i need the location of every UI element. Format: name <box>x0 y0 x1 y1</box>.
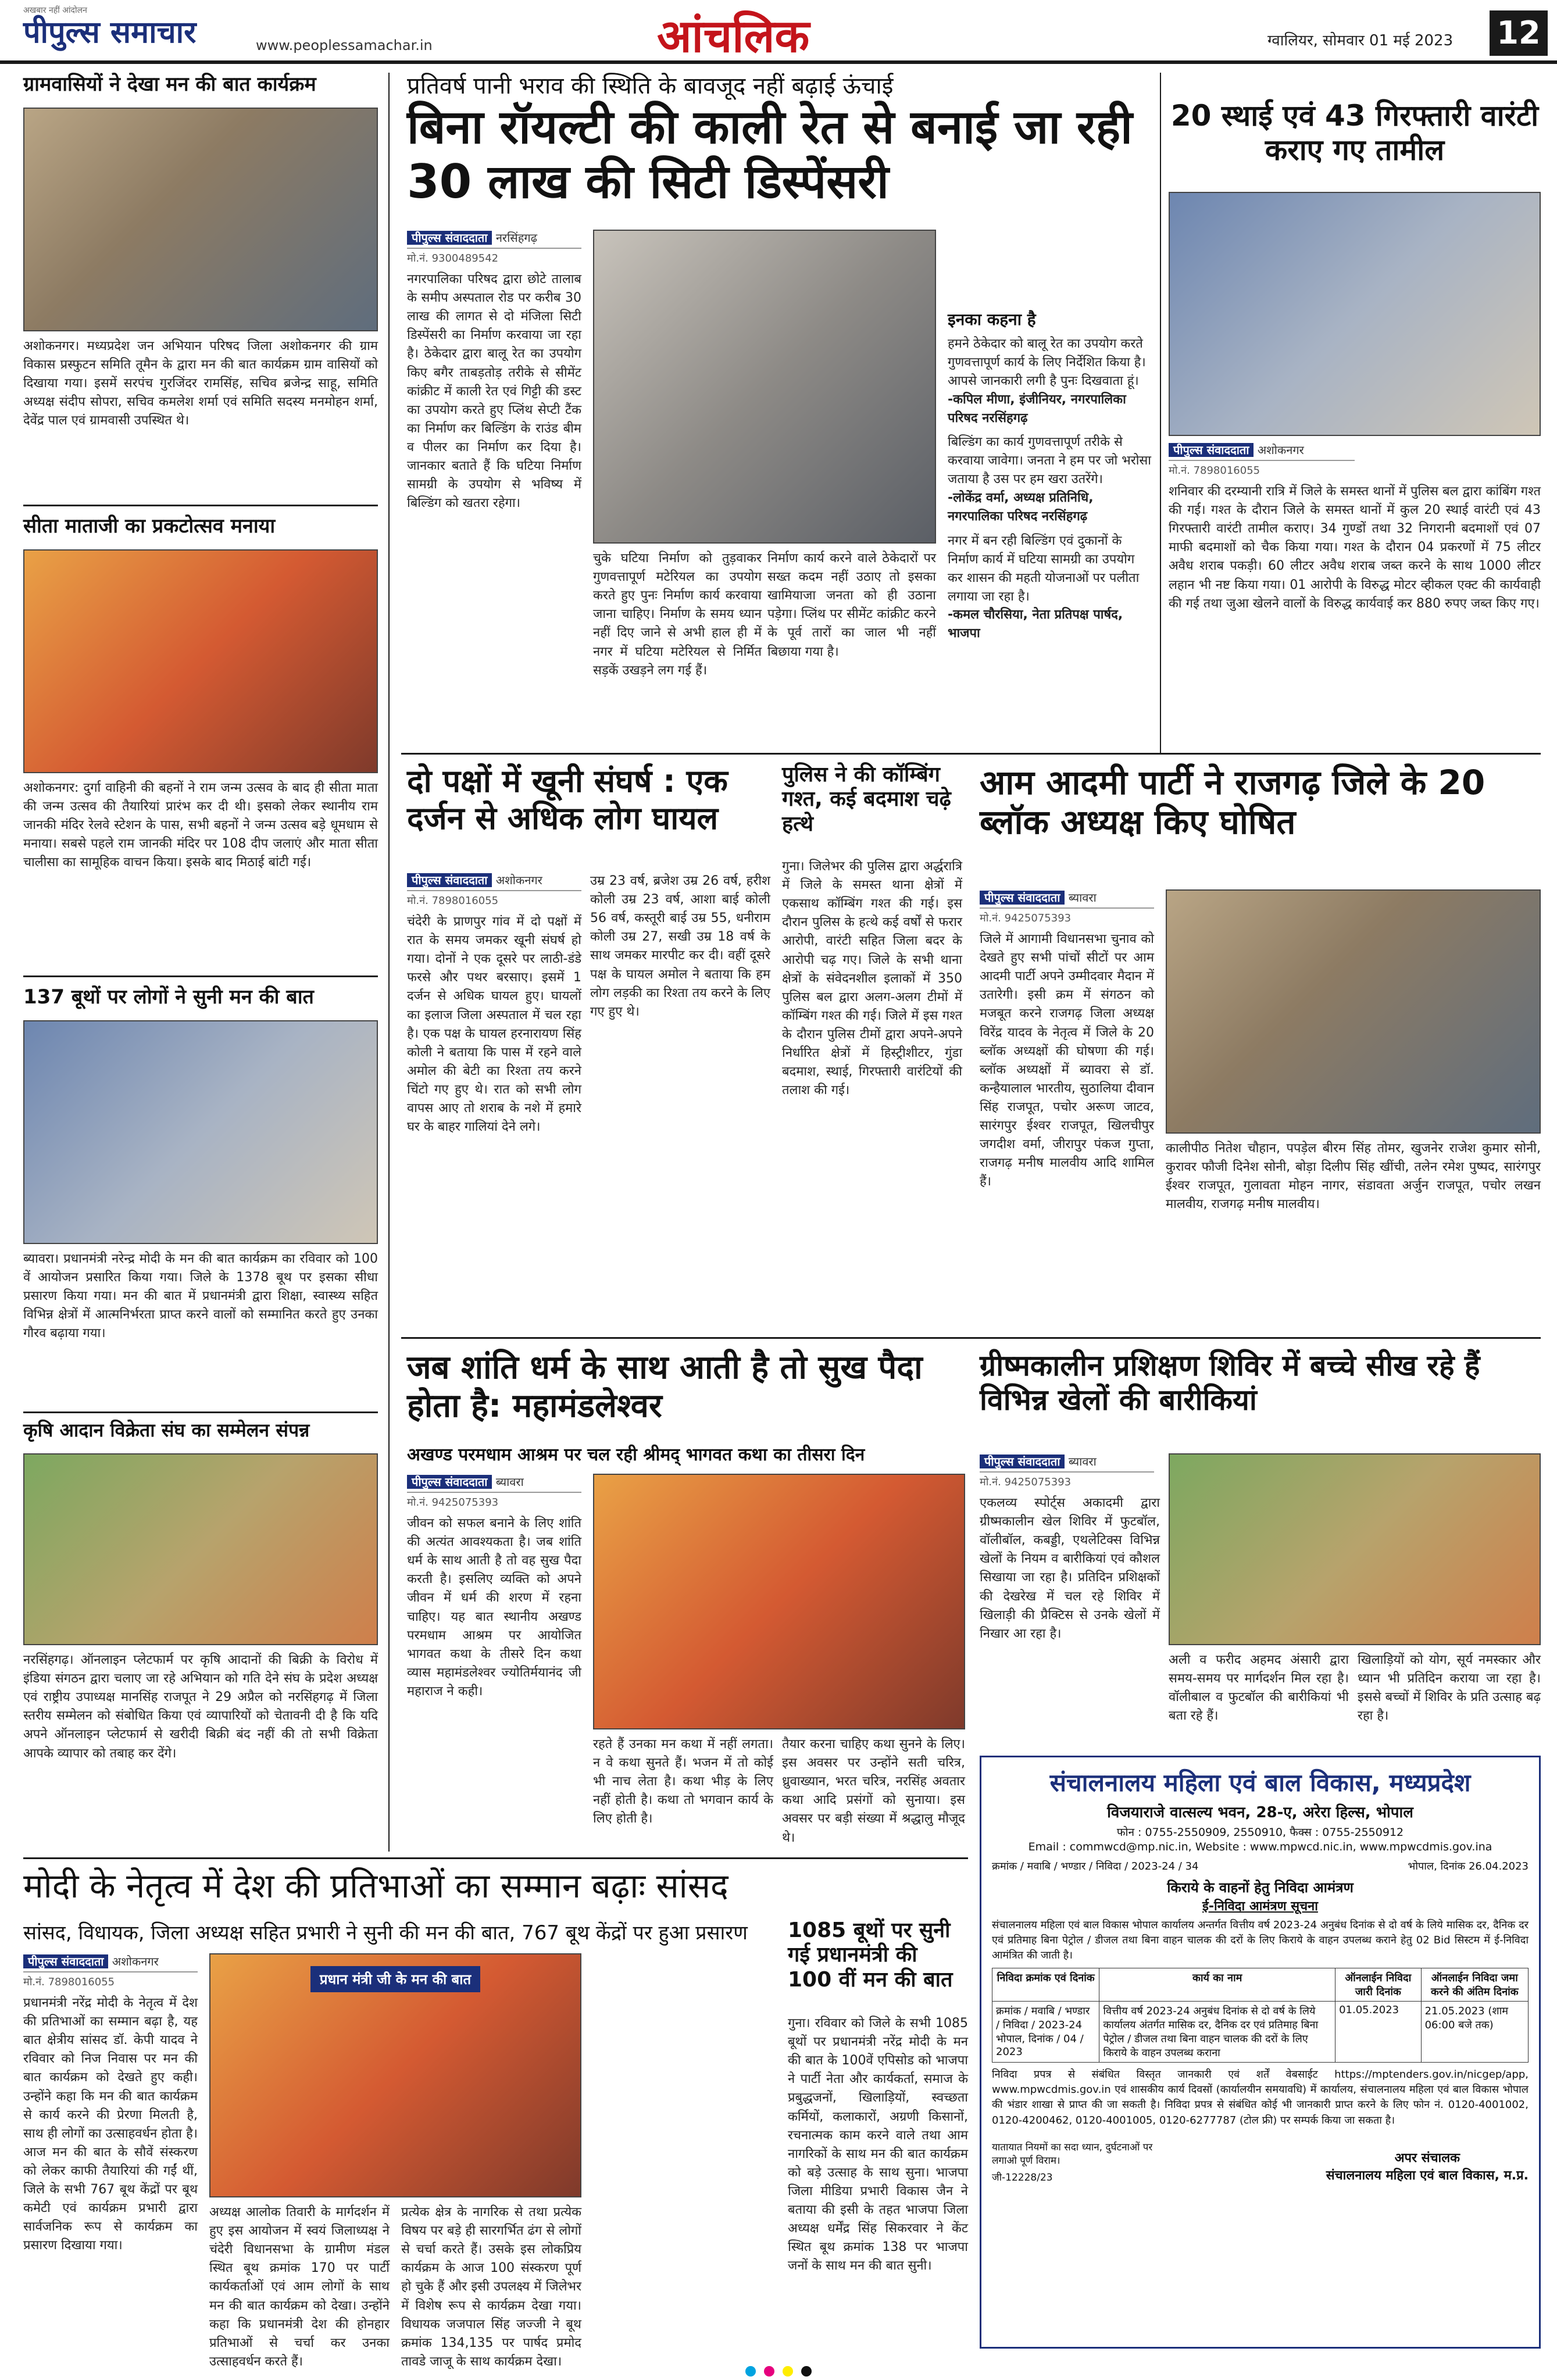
headline: आम आदमी पार्टी ने राजगढ़ जिले के 20 ब्लॉक अध्यक्ष किए घोषित <box>980 763 1485 842</box>
photo-krishi-sammelan <box>23 1453 378 1645</box>
cell: वित्तीय वर्ष 2023-24 अनुबंध दिनांक से दो वर्ष के लिये कार्यालय अंतर्गत मासिक दर, दैनिक दर एवं प्रतिमाह बिना पेट्रोल / डीजल तथा बिना वाहन चालक की दरों के लिए किराये के वाहन उपलब्ध कराना <box>1099 2002 1335 2063</box>
article-text-continued-2: प्रत्येक क्षेत्र के नागरिक से तथा प्रत्येक विषय पर बड़े ही सारगर्भित ढंग से लोगों से चर्चा करते हैं। उसके इस लोकप्रिय कार्यक्रम के आज 100 संस्करण पूर्ण हो चुके हैं और इसी उपलक्ष्य में जिलेभर में विशेष रूप से कार्यक्रम देखा गया। विधायक जजपाल सिंह जज्जी ने बूथ क्रमांक 134,135 पर पार्षद प्रमोद तावडे जाजू के साथ कार्यक्रम देखा। <box>401 2205 581 2369</box>
byline <box>980 1453 1154 1473</box>
byline <box>407 872 581 891</box>
cell: क्रमांक / मवाबि / भण्डार / निविदा / 2023-24 भोपाल, दिनांक / 04 / 2023 <box>992 2002 1099 2063</box>
reporter-mobile: मो.नं. 7898016055 <box>407 895 499 907</box>
tender-intro: संचालनालय महिला एवं बाल विकास भोपाल कार्यालय अन्तर्गत वित्तीय वर्ष 2023-24 अनुबंध दिनांक से दो वर्ष के लिये मासिक दर, दैनिक दर एवं प्रतिमाह बिना पेट्रोल / डीजल तथा बिना वाहन चालक की दरों के लिए किराये के वाहन उपलब्ध कराने हेतु 02 Bid सिस्टम में ई-निविदा आमंत्रित की जाती है। <box>992 1919 1529 1962</box>
article-text: एकलव्य स्पोर्ट्स अकादमी द्वारा ग्रीष्मकालीन खेल शिविर में फुटबॉल, वॉलीबॉल, कबड्डी, एथलेटिक्स विभिन्न खेलों के नियम व बारीकियां एवं कौशल सिखाया जा रहा है। प्रतिदिन प्रशिक्षकों की देखरेख में चल रहे शिविर में खिलाड़ी की प्रैक्टिस से उनके खेलों में निखार आ रहा है। <box>980 1496 1160 1641</box>
photo-construction-site <box>593 230 936 544</box>
site-url[interactable]: www.peoplessamachar.in <box>256 37 433 53</box>
byline-label: पीपुल्स संवाददाता <box>23 1954 108 1968</box>
tender-notes: निविदा प्रपत्र से संबंधित विस्तृत जानकारी एवं शर्तें वेबसाईट https://mptenders.gov.in/nicgep/app, www.mpwcdmis.gov.in एवं शासकीय कार्य दिवसों (कार्यालयीन समयावधि) में कार्यालय, संचालनालय महिला एवं बाल विकास भोपाल की भंडार शाखा से प्राप्त की जा सकती है। निविदा प्रपत्र से संबंधित कोई भी जानकारी प्राप्त करने के लिए फोन नं. 0120-4001002, 0120-4200462, 0120-4001005, 0120-6277787 (टोल फ्री) पर सम्पर्क किया जा सकता है। <box>992 2068 1529 2127</box>
article-text: अशोकनगर: दुर्गा वाहिनी की बहनों ने राम जन्म उत्सव के बाद ही सीता माता की जन्म उत्सव की तैयारियां प्रारंभ कर दी थी। इसको लेकर स्थानीय राम जानकी मंदिर रेलवे स्टेशन के पास, सभी बहनों ने जन्म उत्सव बड़े धूमधाम से मनाया। सबसे पहले राम जानकी मंदिर पर 108 दीप जलाएं और माता सीता चालीसा का सामूहिक वाचन किया। इसके बाद मिठाई बांटी गई। <box>23 781 378 870</box>
article-text-continued: अली व फरीद अहमद अंसारी द्वारा समय-समय पर मार्गदर्शन मिल रहा है। वॉलीबाल व फुटबॉल की बारीकियां भी बता रहे हैं। <box>1169 1653 1349 1724</box>
article-text-continued: अध्यक्ष आलोक तिवारी के मार्गदर्शन में हुए इस आयोजन में स्वयं जिलाध्यक्ष ने चंदेरी विधानसभा के ग्रामीण मंडल स्थित बूथ क्रमांक 170 पर पार्टी कार्यकर्ताओं एवं आम लोगों के साथ मन की बात कार्यक्रम को देखा। उन्होंने कहा कि प्रधानमंत्री देश की होनहार प्रतिभाओं से चर्चा कर उनका उत्साहवर्धन करते हैं। <box>209 2205 390 2369</box>
tender-table <box>992 1968 1529 2063</box>
yellow-swatch <box>783 2366 793 2377</box>
byline-place: ब्यावरा <box>495 1475 524 1489</box>
tender-code: जी-12228/23 <box>992 2171 1053 2184</box>
photo-aap-group <box>1166 889 1541 1134</box>
column-rule <box>1160 73 1161 753</box>
magenta-swatch <box>764 2366 774 2377</box>
tender-notice <box>980 1756 1541 2349</box>
byline <box>980 889 1154 909</box>
story-summer-camp <box>980 1349 1541 1417</box>
headline: सीता माताजी का प्रकटोत्सव मनाया <box>23 514 276 538</box>
quote-2-by: -लोकेंद्र वर्मा, अध्यक्ष प्रतिनिधि, नगरपालिका परिषद नरसिंहगढ़ <box>948 491 1094 524</box>
quotes-title: इनका कहना है <box>948 310 1036 329</box>
dateline: ग्वालियर, सोमवार 01 मई 2023 <box>1267 32 1454 49</box>
col-header: निविदा क्रमांक एवं दिनांक <box>992 1968 1099 2002</box>
byline-place: नरसिंहगढ़ <box>495 231 537 245</box>
tender-ref-date: भोपाल, दिनांक 26.04.2023 <box>1408 1860 1529 1872</box>
byline-label: पीपुल्स संवाददाता <box>1169 443 1254 457</box>
byline-label: पीपुल्स संवाददाता <box>407 231 492 245</box>
byline <box>23 1953 198 1972</box>
tender-subtitle: ई-निविदा आमंत्रण सूचना <box>1202 1899 1318 1914</box>
tender-signatory-dept: संचालनालय महिला एवं बाल विकास, म.प्र. <box>1326 2168 1529 2183</box>
story-shanti <box>407 1349 965 1425</box>
section-title: आंचलिक <box>657 10 810 63</box>
photo-sita-utsav <box>23 549 378 773</box>
article-text: जीवन को सफल बनाने के लिए शांति की अत्यंत आवश्यकता है। जब शांति धर्म के साथ आती है तो वह सुख पैदा करती है। इसलिए व्यक्ति को अपने जीवन में धर्म की शरण में रहना चाहिए। यह बात स्थानीय अखण्ड परमधाम आश्रम पर आयोजित भागवत कथा के तीसरे दिन कथा व्यास महामंडलेश्वर ज्योतिर्मयानंद जी महाराज ने कही। <box>407 1516 581 1699</box>
page-number: 12 <box>1490 10 1548 56</box>
tender-signatory: अपर संचालक <box>1394 2150 1460 2165</box>
article-text: गुना। जिलेभर की पुलिस द्वारा अर्द्धरात्रि में जिले के समस्त थाना क्षेत्रों में एकसाथ कॉम्बिंग गश्त की गई। इस दौरान पुलिस के हत्थे कई वर्षों से फरार आरोपी, वारंटी सहित जिला बदर के आरोपी चढ़ गए। जिले के सभी थाना क्षेत्रों के संवेदनशील इलाकों में 350 पुलिस बल द्वारा अलग-अलग टीमों में कॉम्बिंग गश्त की गई। जिले में इस गश्त के दौरान पुलिस टीमों द्वारा अपने-अपने निर्धारित क्षेत्रों में हिस्ट्रीशीटर, गुंडा बदमाश, स्थाई, गिरफ्तारी वारंटियों की तलाश की गई। <box>782 859 962 1098</box>
quote-1: हमने ठेकेदार को बालू रेत का उपयोग करते गुणवत्तापूर्ण कार्य के लिए निर्देशित किया है। आपसे जानकारी लगी है पुनः दिखवाता हूं। <box>948 337 1146 388</box>
reporter-mobile: मो.नं. 7898016055 <box>1169 464 1260 477</box>
article-text: अशोकनगर। मध्यप्रदेश जन अभियान परिषद जिला अशोकनगर की ग्राम विकास प्रस्फुटन समिति तूमैन के द्वारा मन की बात कार्यक्रम ग्राम वासियों को दिखाया गया। इसमें सरपंच गुरजिंदर रामसिंह, सचिव ब्रजेन्द्र साहू, समिति अध्यक्ष संदीप सोपरा, सचिव कमलेश शर्मा एवं समिति सदस्य मनमोहन शर्मा, देवेंद्र पाल एवं ग्रामवासी उपस्थित थे। <box>23 339 378 428</box>
story-warrants <box>1169 99 1541 167</box>
photo-police-parade <box>1169 192 1541 436</box>
divider <box>23 1857 968 1859</box>
reporter-mobile: मो.नं. 9425075393 <box>980 912 1072 924</box>
story-combing <box>782 763 962 837</box>
print-register-marks <box>0 2366 1557 2380</box>
byline-place: ब्यावरा <box>1068 1455 1097 1468</box>
photo-modi-event <box>209 1953 581 2197</box>
cell: 21.05.2023 (शाम 06:00 बजे तक) <box>1421 2002 1528 2063</box>
col-header: कार्य का नाम <box>1099 1968 1335 2002</box>
article-text: चंदेरी के प्राणपुर गांव में दो पक्षों में रात के समय जमकर खूनी संघर्ष हो गया। दोनों ने एक दूसरे पर लाठी-डंडे फरसे और पथर बरसाए। इसमें 1 दर्जन से अधिक घायल हुए। घायलों का इलाज जिला अस्पताल में चल रहा है। एक पक्ष के घायल हरनारायण सिंह कोली ने बताया कि पास में रहने वाले अमोल की बेटी का रिश्ता तय करने चिंटो गए हुए थे। रात को सभी लोग वापस आए तो शराब के नशे में हमारे घर के बाहर गालियां देने लगे। <box>407 914 581 1135</box>
headline: 137 बूथों पर लोगों ने सुनी मन की बात <box>23 985 314 1009</box>
headline: पुलिस ने की कॉम्बिंग गश्त, कई बदमाश चढ़े हत्थे <box>782 763 951 836</box>
table-header-row <box>992 1968 1529 2002</box>
story-city-dispensary <box>407 100 1163 210</box>
article-text: नगरपालिका परिषद द्वारा छोटे तालाब के समीप अस्पताल रोड पर करीब 30 लाख की लागत से दो मंजिला सिटी डिस्पेंसरी का निर्माण करवाया जा रहा है। ठेकेदार द्वारा बालू रेत का उपयोग किए बगैर ताबड़तोड़ तरीके से सीमेंट कांक्रीट में काली रेत एवं गिट्टी की डस्ट का उपयोग करते हुए प्लिंथ सेप्टी टैंक का निर्माण कर बिल्डिंग के राउंड बीम व पीलर का निर्माण कर दिया है। जानकार बताते हैं कि घटिया निर्माण सामग्री के उपयोग से भविष्य में बिल्डिंग को खतरा रहेगा। <box>407 272 581 511</box>
tender-org: संचालनालय महिला एवं बाल विकास, मध्यप्रदेश <box>1049 1768 1471 1797</box>
byline-label: पीपुल्स संवाददाता <box>407 1475 492 1489</box>
story-137-booths <box>23 985 378 1009</box>
quote-3-by: -कमल चौरसिया, नेता प्रतिपक्ष पार्षद, भाजपा <box>948 607 1123 641</box>
divider <box>23 1411 378 1413</box>
headline: कृषि आदान विक्रेता संघ का सम्मेलन संपन्न <box>23 1419 310 1441</box>
black-swatch <box>801 2366 812 2377</box>
col-header: ऑनलाईन निविदा जमा करने की अंतिम दिनांक <box>1421 1968 1528 2002</box>
divider <box>23 975 378 977</box>
reporter-mobile: मो.नं. 9425075393 <box>407 1496 499 1509</box>
cyan-swatch <box>745 2366 756 2377</box>
byline-place: अशोकनगर <box>495 873 542 887</box>
quote-1-by: -कपिल मीणा, इंजीनियर, नगरपालिका परिषद नरसिंहगढ़ <box>948 392 1126 426</box>
quote-2: बिल्डिंग का कार्य गुणवत्तापूर्ण तरीके से करवाया जावेगा। जनता ने हम पर जो भरोसा जताया है उस पर हम खरा उतरेंगे। <box>948 435 1151 487</box>
main-kicker: प्रतिवर्ष पानी भराव की स्थिति के बावजूद नहीं बढ़ाई ऊंचाई <box>407 73 894 99</box>
divider <box>23 505 378 506</box>
article-text-continued: निर्माण कार्य करने वाले ठेकेदारों पर सख्त कदम नहीं उठाए तो इसका खामियाजा जनता को ही उठाना पड़ेगा। प्लिंथ पर सीमेंट कांक्रीट करने के पूर्व तारों का जाल भी नहीं बिछाया गया है। <box>767 551 936 659</box>
article-text: जिले में आगामी विधानसभा चुनाव को देखते हुए सभी पांचों सीटों पर आम आदमी पार्टी अपने उम्मीदवार मैदान में उतारेगी। इसी क्रम में संगठन को मजबूत करने राजगढ़ जिला अध्यक्ष विरेंद्र यादव के नेतृत्व में जिले के 20 ब्लॉक अध्यक्षों की घोषणा की गई। ब्लॉक अध्यक्षों में ब्यावरा से डॉ. कन्हैयालाल भारतीय, सुठालिया दीवान सिंह राजपूत, पचोर अरूण जाटव, सारंगपुर ईश्वर राजपूत, खिलचीपुर जगदीश वर्मा, जीरापुर पंकज गुप्ता, राजगढ़ मनीष मालवीय आदि शामिल हैं। <box>980 932 1154 1189</box>
tender-ref: क्रमांक / मवाबि / भण्डार / निविदा / 2023-24 / 34 <box>992 1860 1199 1872</box>
headline: ग्रीष्मकालीन प्रशिक्षण शिविर में बच्चे सीख रहे हैं विभिन्न खेलों की बारीकियां <box>980 1349 1480 1417</box>
column-rule <box>388 73 390 1852</box>
tender-phone: फोन : 0755-2550909, 2550910, फैक्स : 0755-2550912 <box>1116 1826 1404 1839</box>
story-modi <box>23 1866 779 1906</box>
photo-banner: प्रधान मंत्री जी के मन की बात <box>310 1966 480 1992</box>
byline-label: पीपुल्स संवाददाता <box>407 873 492 887</box>
table-row <box>992 2002 1529 2063</box>
tender-title: किराये के वाहनों हेतु निविदा आमंत्रण <box>1167 1879 1354 1896</box>
article-text-continued-2: खिलाड़ियों को योग, सूर्य नमस्कार और ध्यान भी प्रतिदिन कराया जा रहा है। इससे बच्चों में शिविर के प्रति उत्साह बढ़ रहा है। <box>1358 1653 1541 1724</box>
headline: 20 स्थाई एवं 43 गिरफ्तारी वारंटी कराए गए तामील <box>1170 99 1539 167</box>
article-text-continued: रहते हैं उनका मन कथा में नहीं लगता। न वे कथा सुनते हैं। भजन में तो कोई भी नाच लेता है। कथा भीड़ के लिए नहीं होती है। कथा तो भगवान कार्य के लिए होती है। <box>593 1737 773 1827</box>
brand-tagline: अखबार नहीं आंदोलन <box>23 6 87 15</box>
article-text: ब्यावरा। प्रधानमंत्री नरेन्द्र मोदी के मन की बात कार्यक्रम का रविवार को 100 वें आयोजन प्रसारित किया गया। जिले के 1378 बूथ पर इसका सीधा प्रसारण किया गया। मन की बात में प्रधानमंत्री द्वारा शिक्षा, स्वास्थ्य सहित विभिन्न क्षेत्रों में आत्मनिर्भरता प्राप्त करने वालों को सम्मानित करते हुए उनका गौरव बढ़ाया गया। <box>23 1252 378 1341</box>
article-text: नरसिंहगढ़। ऑनलाइन प्लेटफार्म पर कृषि आदानों की बिक्री के विरोध में इंडिया संगठन द्वारा चलाए जा रहे अभियान को गति देने संघ के प्रदेश अध्यक्ष एवं राष्ट्रीय उपाध्यक्ष मानसिंह राजपूत ने 29 अप्रैल को नरसिंहगढ़ में जिला स्तरीय सम्मेलन को संबोधित किया एवं व्यापारियों को चेतावनी दी है कि यदि अपने ऑनलाइन प्लेटफार्म से खरीदी बिक्री बंद नहीं की तो सभी विक्रेता आपके व्यापार को तबाह कर देंगे। <box>23 1653 378 1761</box>
story-kicker: अखण्ड परमधाम आश्रम पर चल रही श्रीमद् भागवत कथा का तीसरा दिन <box>407 1445 865 1465</box>
byline <box>407 1474 581 1493</box>
photo-summer-camp <box>1169 1453 1541 1645</box>
photo-mann-ki-baat-screening <box>23 1020 378 1244</box>
byline <box>407 230 581 249</box>
headline: जब शांति धर्म के साथ आती है तो सुख पैदा होता है: महामंडलेश्वर <box>407 1349 923 1425</box>
story-krishi-sammelan <box>23 1420 378 1442</box>
article-text: गुना। रविवार को जिले के सभी 1085 बूथों पर प्रधानमंत्री नरेंद्र मोदी के मन की बात के 100वें एपिसोड को भाजपा ने पार्टी नेता और कार्यकर्ता, समाज के प्रबुद्धजनों, खिलाड़ियों, स्वच्छता कर्मियों, कलाकारों, अग्रणी किसानों, रचनात्मक काम करने वाले तथा आम नागरिकों के साथ मन की बात कार्यक्रम को बड़े उत्साह के साथ सुना। भाजपा जिला मीडिया प्रभारी विकास जैन ने बताया की इसी के तहत भाजपा जिला अध्यक्ष धर्मेंद्र सिंह सिकरवार ने केंट स्थित बूथ क्रमांक 138 पर भाजपा जनों के साथ मन की बात सुनी। <box>788 2016 968 2274</box>
photo-bhagwat-katha <box>593 1474 965 1729</box>
quote-3: नगर में बन रही बिल्डिंग एवं दुकानों के निर्माण कार्य में घटिया सामग्री का उपयोग कर शासन की महती योजनाओं पर पलीता लगाया जा रहा है। <box>948 533 1140 604</box>
byline-label: पीपुल्स संवाददाता <box>980 891 1065 905</box>
tender-slogan: यातायात नियमों का सदा ध्यान, दुर्घटनाओं पर लगाओ पूर्ण विराम। <box>992 2141 1153 2167</box>
byline-place: ब्यावरा <box>1068 891 1097 905</box>
article-text-continued-2: तैयार करना चाहिए कथा सुनने के लिए। इस अवसर पर उन्होंने सती चरित्र, ध्रुवाख्यान, भरत चरित्र, नरसिंह अवतार कथा आदि प्रसंगों को सुनाया। इस अवसर पर बड़ी संख्या में श्रद्धालु मौजूद थे। <box>782 1737 965 1845</box>
headline: ग्रामवासियों ने देखा मन की बात कार्यक्रम <box>23 73 316 96</box>
divider <box>401 1337 1541 1339</box>
byline-place: अशोकनगर <box>1257 443 1304 457</box>
tender-email[interactable]: Email : commwcd@mp.nic.in, Website : www.mpwcd.nic.in, www.mpwcdmis.gov.ina <box>1028 1841 1492 1853</box>
reporter-mobile: मो.नं. 9300489542 <box>407 252 499 265</box>
byline-label: पीपुल्स संवाददाता <box>980 1455 1065 1468</box>
reporter-mobile: मो.नं. 7898016055 <box>23 1976 115 1988</box>
article-text: शनिवार की दरम्यानी रात्रि में जिले के समस्त थानों में पुलिस बल द्वारा कांबिंग गश्त की गई। गश्त के दौरान जिले के समस्त थानों में कुल 20 स्थाई वारंटी एवं 43 गिरफ्तारी वारंटी तामील कराए। 34 गुण्डों तथा 32 निगरानी बदमाशों एवं 07 माफी बदमाशों को चैक किया गया। गश्त के दौरान 04 प्रकरणों में 75 लीटर अवैध शराब पकड़ी। 60 लीटर अवैध शराब जब्त करने के साथ 1000 लीटर लहान भी नष्ट किया गया। 01 आरोपी के विरुद्ध मोटर व्हीकल एक्ट की कार्यवाही की गई तथा जुआ खेलने वालों के विरुद्ध कार्यवाई कर 880 रुपए जब्त किए गए। <box>1169 484 1541 611</box>
photo-caption: चुके घटिया निर्माण को तुड़वाकर गुणवत्तापूर्ण मटेरियल का उपयोग करते हुए पुनः निर्माण कार्य करवाया जाना चाहिए। निर्माण के समय ध्यान नहीं दिए जाने से अभी हाल ही में नगर में घटिया मटेरियल से निर्मित सड़कें उखड़ने लग गई हैं। <box>593 551 762 678</box>
cell: 01.05.2023 <box>1335 2002 1422 2063</box>
story-clash <box>407 763 767 837</box>
byline-place: अशोकनगर <box>112 1954 159 1968</box>
headline: बिना रॉयल्टी की काली रेत से बनाई जा रही 30 लाख की सिटी डिस्पेंसरी <box>407 100 1133 209</box>
story-aap <box>980 763 1541 842</box>
reporter-mobile: मो.नं. 9425075393 <box>980 1476 1072 1488</box>
story-mann-ki-baat-villagers <box>23 73 378 96</box>
brand-name: पीपुल्स समाचार <box>23 15 197 50</box>
headline: मोदी के नेतृत्व में देश की प्रतिभाओं का सम्मान बढ़ाः सांसद <box>23 1866 728 1906</box>
story-guna-booths <box>788 1918 968 1992</box>
quotes-box <box>948 308 1151 643</box>
photo-villagers-meeting <box>23 108 378 331</box>
masthead-brand[interactable] <box>23 10 196 52</box>
headline: 1085 बूथों पर सुनी गई प्रधानमंत्री की 100 वीं मन की बात <box>788 1918 953 1992</box>
story-sita-utsav <box>23 514 378 538</box>
divider <box>401 753 1541 755</box>
col-header: ऑनलाईन निविदा जारी दिनांक <box>1335 1968 1422 2002</box>
tender-address: विजयाराजे वात्सल्य भवन, 28-ए, अरेरा हिल्स, भोपाल <box>1107 1804 1413 1821</box>
article-text-continued: उम्र 23 वर्ष, ब्रजेश उम्र 26 वर्ष, हरीश कोली उम्र 23 वर्ष, आशा बाई कोली 56 वर्ष, कस्तूरी बाई उम्र 55, धनीराम कोली उम्र 27, सखी उम्र 18 वर्ष के साथ जमकर मारपीट कर दी। वहीं दूसरे पक्ष के घायल अमोल ने बताया कि हम लोग लड़की का रिश्ता तय करने के लिए गए हुए थे। <box>590 874 770 1019</box>
article-text-continued: कालीपीठ नितेश चौहान, पपड़ेल बीरम सिंह तोमर, खुजनेर राजेश कुमार सोनी, कुरावर फौजी दिनेश सोनी, बोड़ा दिलीप सिंह खींची, तलेन रमेश पुष्पद, सारंगपुर ईश्वर राजपूत, गुलावता मोहन नागर, संडावता अर्जुन राजपूत, पचोर लखन मालवीय, राजगढ़ मनीष मालवीय। <box>1166 1141 1541 1212</box>
story-kicker: सांसद, विधायक, जिला अध्यक्ष सहित प्रभारी ने सुनी की मन की बात, 767 बूथ केंद्रों पर हुआ प्रसारण <box>23 1921 748 1945</box>
byline <box>1169 442 1355 461</box>
headline: दो पक्षों में खूनी संघर्ष : एक दर्जन से अधिक लोग घायल <box>407 763 728 837</box>
article-text: प्रधानमंत्री नरेंद्र मोदी के नेतृत्व में देश की प्रतिभाओं का सम्मान बढ़ा है, यह बात क्षेत्रीय सांसद डॉ. केपी यादव ने रविवार को निज निवास पर मन की बात कार्यक्रम को देखते हुए कही। उन्होंने कहा कि मन की बात कार्यक्रम से कार्य करने की प्रेरणा मिलती है, साथ ही लोगों का उत्साहवर्धन होता है। आज मन की बात के सौवें संस्करण को लेकर काफी तैयारियां की गईं थीं, जिले के सभी 767 बूथ केंद्रों पर बूथ कमेटी एवं कार्यक्रम प्रभारी द्वारा सार्वजनिक रूप से कार्यक्रम का प्रसारण दिखाया गया। <box>23 1996 198 2253</box>
